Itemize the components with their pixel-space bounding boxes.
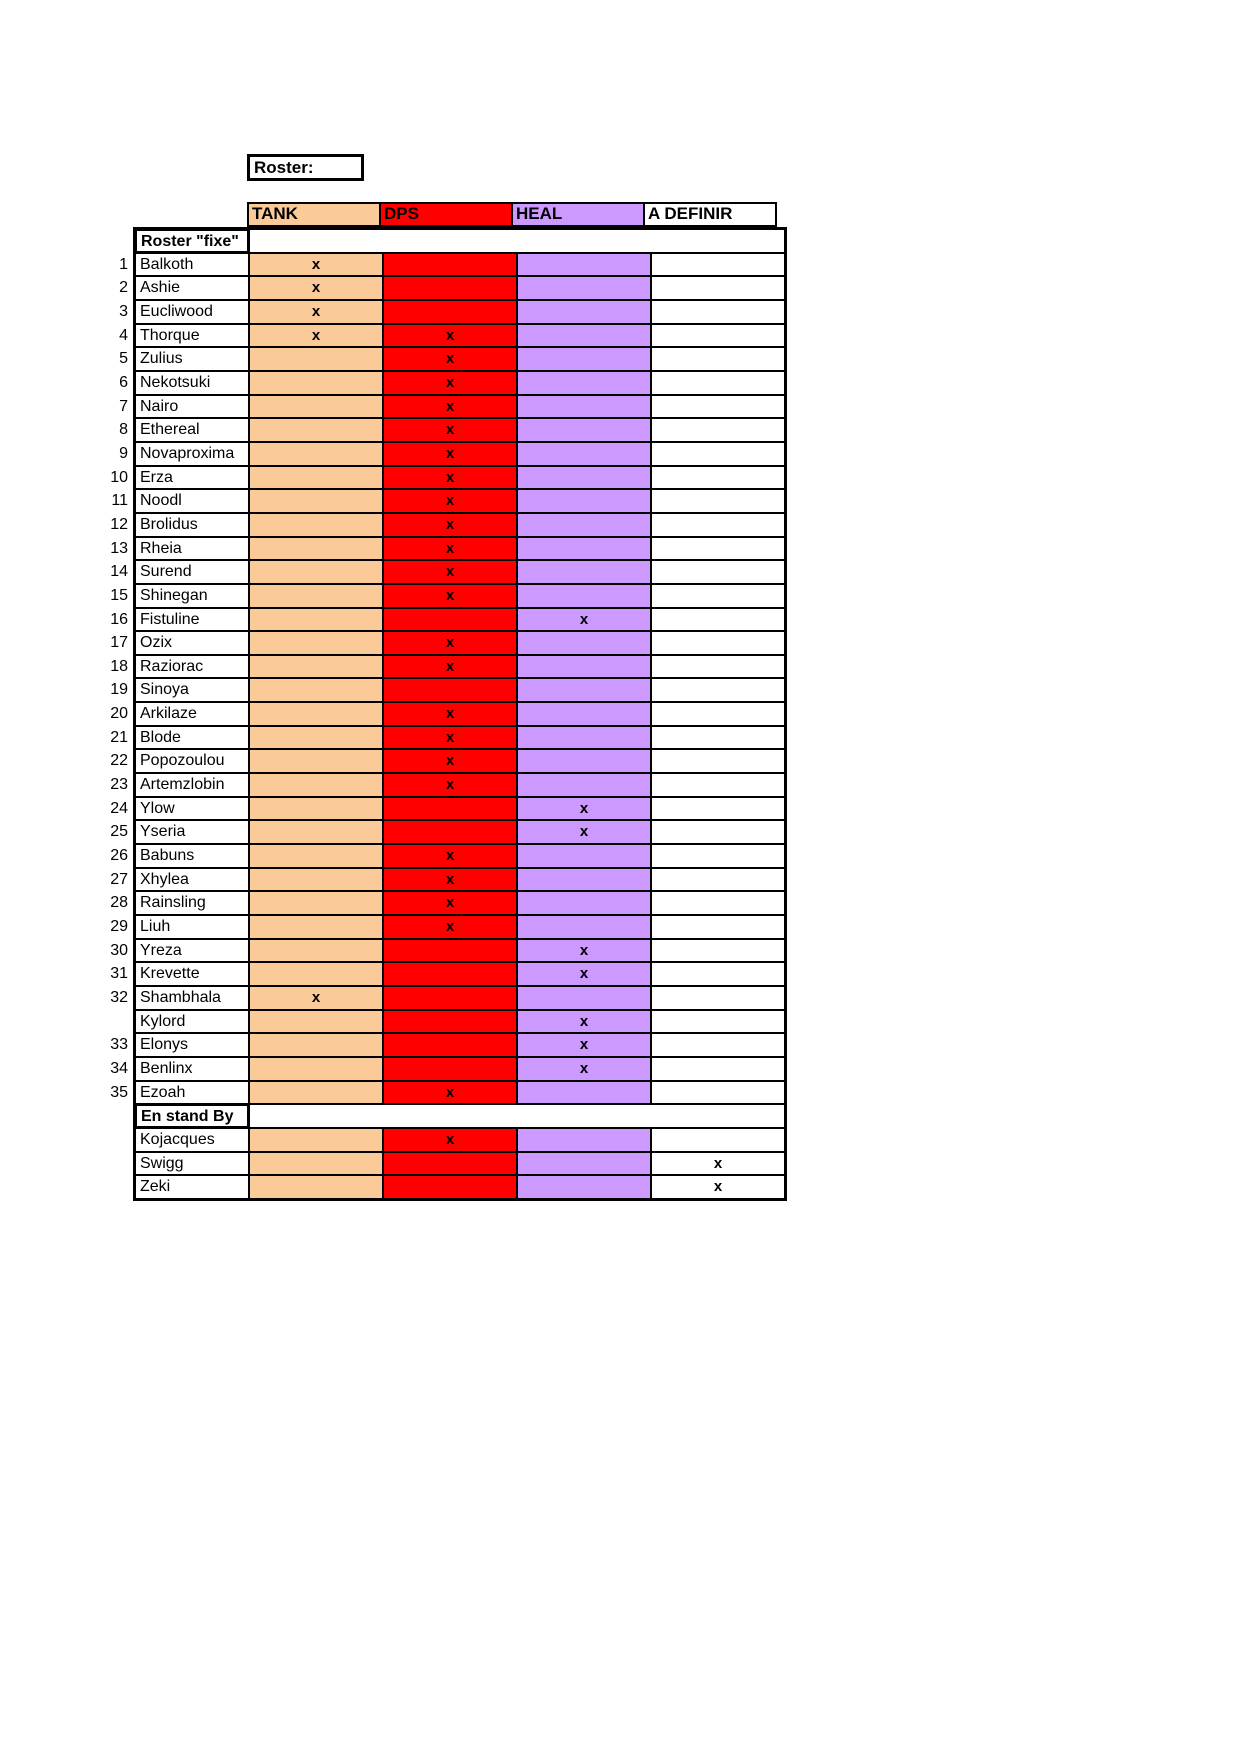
section-spacer-cell (249, 1104, 785, 1128)
role-cell-heal (517, 702, 651, 726)
row-number: 15 (110, 586, 128, 604)
player-name: Popozoulou (135, 749, 249, 773)
player-name: Kojacques (135, 1128, 249, 1152)
row-number: 11 (111, 492, 128, 510)
role-cell-heal (517, 1081, 651, 1105)
role-cell-heal (517, 915, 651, 939)
row-number (99, 1175, 133, 1199)
role-cell-heal (517, 489, 651, 513)
roster-row (135, 678, 785, 702)
role-cell-tank: x (249, 253, 383, 277)
roster-row (135, 1128, 785, 1152)
row-number: 22 (110, 752, 128, 770)
role-cell-heal (517, 371, 651, 395)
role-cell-dps: x (383, 891, 517, 915)
role-cell-tank (249, 537, 383, 561)
role-cell-a-definir (651, 584, 785, 608)
row-number: 5 (119, 350, 128, 368)
role-cell-heal (517, 891, 651, 915)
role-cell-tank (249, 678, 383, 702)
role-cell-tank (249, 584, 383, 608)
roster-row (135, 939, 785, 963)
role-cell-dps: x (383, 513, 517, 537)
role-cell-tank (249, 915, 383, 939)
row-number: 8 (119, 421, 128, 439)
role-cell-heal: x (517, 962, 651, 986)
role-cell-tank (249, 1175, 383, 1199)
role-cell-tank (249, 1010, 383, 1034)
player-name: Rheia (135, 537, 249, 561)
player-name: Novaproxima (135, 442, 249, 466)
row-number (99, 1010, 133, 1034)
player-name: Ashie (135, 276, 249, 300)
role-cell-a-definir (651, 395, 785, 419)
role-cell-heal (517, 513, 651, 537)
role-cell-dps (383, 1033, 517, 1057)
roster-row (135, 773, 785, 797)
role-cell-a-definir (651, 891, 785, 915)
role-cell-tank: x (249, 986, 383, 1010)
role-cell-heal (517, 324, 651, 348)
role-cell-tank (249, 1152, 383, 1176)
role-cell-a-definir (651, 1010, 785, 1034)
player-name: Arkilaze (135, 702, 249, 726)
player-name: Ylow (135, 797, 249, 821)
roster-row (135, 820, 785, 844)
role-cell-heal (517, 418, 651, 442)
role-cell-dps: x (383, 324, 517, 348)
player-name: Ethereal (135, 418, 249, 442)
row-number: 9 (119, 444, 128, 462)
role-cell-a-definir (651, 608, 785, 632)
role-cell-a-definir (651, 1081, 785, 1105)
column-header-row (247, 202, 777, 227)
role-cell-heal (517, 844, 651, 868)
player-name: Elonys (135, 1033, 249, 1057)
role-cell-dps (383, 1152, 517, 1176)
role-cell-dps: x (383, 1128, 517, 1152)
row-number: 34 (110, 1059, 128, 1077)
row-number: 13 (110, 539, 128, 557)
role-cell-a-definir (651, 631, 785, 655)
roster-row (135, 584, 785, 608)
roster-row (135, 868, 785, 892)
roster-row (135, 253, 785, 277)
player-name: Ezoah (135, 1081, 249, 1105)
roster-row (135, 1175, 785, 1199)
role-cell-tank (249, 868, 383, 892)
role-cell-heal: x (517, 797, 651, 821)
role-cell-dps (383, 608, 517, 632)
role-cell-a-definir (651, 749, 785, 773)
roster-row (135, 418, 785, 442)
row-number: 6 (119, 373, 128, 391)
role-cell-tank (249, 939, 383, 963)
roster-row (135, 466, 785, 490)
role-cell-tank (249, 1081, 383, 1105)
role-cell-tank (249, 773, 383, 797)
player-name: Babuns (135, 844, 249, 868)
role-cell-a-definir (651, 466, 785, 490)
role-cell-dps (383, 276, 517, 300)
role-cell-dps: x (383, 395, 517, 419)
player-name: Ozix (135, 631, 249, 655)
player-name: Swigg (135, 1152, 249, 1176)
roster-row (135, 915, 785, 939)
role-cell-dps: x (383, 371, 517, 395)
player-name: Benlinx (135, 1057, 249, 1081)
roster-row (135, 749, 785, 773)
role-cell-heal (517, 253, 651, 277)
row-number: 24 (110, 799, 128, 817)
role-cell-dps: x (383, 868, 517, 892)
role-cell-dps: x (383, 584, 517, 608)
roster-row (135, 726, 785, 750)
role-cell-heal (517, 655, 651, 679)
row-number: 10 (110, 468, 128, 486)
role-cell-dps: x (383, 347, 517, 371)
role-cell-a-definir (651, 678, 785, 702)
row-number: 35 (110, 1083, 128, 1101)
row-number: 2 (119, 279, 128, 297)
row-number: 25 (110, 823, 128, 841)
role-cell-tank (249, 608, 383, 632)
roster-row (135, 371, 785, 395)
column-header-tank: TANK (247, 202, 381, 227)
role-cell-dps (383, 820, 517, 844)
roster-row (135, 655, 785, 679)
roster-row (135, 844, 785, 868)
player-name: Kylord (135, 1010, 249, 1034)
row-number: 23 (110, 776, 128, 794)
roster-row (135, 442, 785, 466)
role-cell-heal (517, 300, 651, 324)
row-number: 29 (110, 918, 128, 936)
role-cell-a-definir (651, 300, 785, 324)
role-cell-dps: x (383, 418, 517, 442)
player-name: Yreza (135, 939, 249, 963)
row-number (99, 1128, 133, 1152)
role-cell-heal: x (517, 820, 651, 844)
section-label-en-stand-by: En stand By (135, 1104, 249, 1128)
role-cell-a-definir (651, 773, 785, 797)
role-cell-dps (383, 1175, 517, 1199)
row-number: 31 (110, 965, 128, 983)
row-number: 33 (110, 1036, 128, 1054)
role-cell-tank (249, 371, 383, 395)
role-cell-heal (517, 1128, 651, 1152)
roster-row (135, 537, 785, 561)
roster-row (135, 986, 785, 1010)
role-cell-tank (249, 1033, 383, 1057)
role-cell-a-definir: x (651, 1152, 785, 1176)
row-number-gutter (99, 227, 133, 1199)
player-name: Yseria (135, 820, 249, 844)
role-cell-a-definir (651, 726, 785, 750)
role-cell-a-definir (651, 418, 785, 442)
roster-title-label: Roster: (254, 158, 314, 177)
role-cell-dps: x (383, 915, 517, 939)
column-header-heal: HEAL (511, 202, 645, 227)
role-cell-tank: x (249, 324, 383, 348)
player-name: Sinoya (135, 678, 249, 702)
section-header-row (135, 1104, 785, 1128)
role-cell-tank: x (249, 300, 383, 324)
role-cell-dps (383, 797, 517, 821)
player-name: Liuh (135, 915, 249, 939)
role-cell-dps (383, 986, 517, 1010)
row-number: 32 (110, 989, 128, 1006)
roster-row (135, 324, 785, 348)
role-cell-heal (517, 631, 651, 655)
roster-row (135, 347, 785, 371)
row-number: 1 (119, 255, 128, 273)
role-cell-a-definir (651, 820, 785, 844)
roster-row (135, 276, 785, 300)
row-number: 4 (119, 326, 128, 344)
row-number: 7 (119, 397, 128, 415)
section-label-roster-fixe: Roster "fixe" (135, 229, 249, 253)
row-number: 27 (110, 870, 128, 888)
role-cell-dps: x (383, 489, 517, 513)
roster-row (135, 1057, 785, 1081)
section-header-row (135, 229, 785, 253)
row-number: 17 (110, 634, 128, 652)
role-cell-a-definir (651, 1033, 785, 1057)
role-cell-tank (249, 631, 383, 655)
roster-row (135, 1081, 785, 1105)
player-name: Brolidus (135, 513, 249, 537)
role-cell-heal (517, 395, 651, 419)
role-cell-heal: x (517, 608, 651, 632)
role-cell-dps: x (383, 726, 517, 750)
roster-row (135, 1033, 785, 1057)
column-header-a-definir: A DEFINIR (643, 202, 777, 227)
role-cell-tank (249, 655, 383, 679)
role-cell-heal (517, 726, 651, 750)
roster-row (135, 631, 785, 655)
role-cell-a-definir (651, 702, 785, 726)
role-cell-dps: x (383, 844, 517, 868)
role-cell-dps: x (383, 560, 517, 584)
row-number: 21 (110, 728, 128, 746)
column-header-dps: DPS (379, 202, 513, 227)
role-cell-dps (383, 300, 517, 324)
player-name: Xhylea (135, 868, 249, 892)
role-cell-heal (517, 1175, 651, 1199)
player-name: Thorque (135, 324, 249, 348)
player-name: Eucliwood (135, 300, 249, 324)
player-name: Surend (135, 560, 249, 584)
row-number: 20 (110, 705, 128, 723)
roster-row (135, 797, 785, 821)
role-cell-dps: x (383, 466, 517, 490)
role-cell-a-definir (651, 1128, 785, 1152)
player-name: Balkoth (135, 253, 249, 277)
row-number (99, 1104, 133, 1128)
role-cell-a-definir (651, 986, 785, 1010)
role-cell-tank (249, 560, 383, 584)
player-name: Zulius (135, 347, 249, 371)
role-cell-dps: x (383, 631, 517, 655)
role-cell-dps (383, 1057, 517, 1081)
section-spacer-cell (249, 229, 785, 253)
role-cell-tank (249, 820, 383, 844)
player-name: Raziorac (135, 655, 249, 679)
role-cell-tank (249, 489, 383, 513)
role-cell-dps (383, 939, 517, 963)
role-cell-tank (249, 442, 383, 466)
player-name: Zeki (135, 1175, 249, 1199)
row-number: 19 (110, 681, 128, 699)
role-cell-dps (383, 1010, 517, 1034)
role-cell-a-definir (651, 844, 785, 868)
role-cell-a-definir (651, 655, 785, 679)
role-cell-a-definir (651, 253, 785, 277)
role-cell-dps: x (383, 1081, 517, 1105)
role-cell-dps: x (383, 749, 517, 773)
role-cell-heal (517, 537, 651, 561)
player-name: Artemzlobin (135, 773, 249, 797)
roster-row (135, 1152, 785, 1176)
role-cell-heal: x (517, 1010, 651, 1034)
roster-row (135, 702, 785, 726)
role-cell-heal: x (517, 939, 651, 963)
player-name: Rainsling (135, 891, 249, 915)
role-cell-heal (517, 986, 651, 1010)
row-number: 16 (110, 610, 128, 628)
role-cell-heal: x (517, 1057, 651, 1081)
role-cell-heal (517, 276, 651, 300)
player-name: Shambhala (135, 986, 249, 1010)
row-number: 28 (110, 894, 128, 912)
roster-grid (133, 227, 787, 1201)
role-cell-tank (249, 797, 383, 821)
roster-row (135, 891, 785, 915)
roster-row (135, 489, 785, 513)
role-cell-a-definir (651, 1057, 785, 1081)
row-number: 3 (119, 302, 128, 320)
role-cell-tank (249, 726, 383, 750)
roster-row (135, 395, 785, 419)
role-cell-heal (517, 466, 651, 490)
roster-row (135, 560, 785, 584)
role-cell-heal (517, 347, 651, 371)
role-cell-heal (517, 560, 651, 584)
role-cell-tank (249, 1128, 383, 1152)
role-cell-tank (249, 418, 383, 442)
roster-row (135, 1010, 785, 1034)
role-cell-a-definir (651, 489, 785, 513)
role-cell-a-definir (651, 915, 785, 939)
role-cell-dps (383, 962, 517, 986)
role-cell-dps: x (383, 442, 517, 466)
role-cell-dps: x (383, 537, 517, 561)
roster-table (99, 227, 787, 1201)
role-cell-heal (517, 442, 651, 466)
role-cell-dps (383, 253, 517, 277)
roster-row (135, 608, 785, 632)
row-number (99, 229, 133, 253)
role-cell-tank (249, 749, 383, 773)
role-cell-a-definir (651, 513, 785, 537)
row-number (99, 1152, 133, 1176)
player-name: Erza (135, 466, 249, 490)
row-number: 18 (110, 657, 128, 675)
role-cell-tank (249, 962, 383, 986)
player-name: Noodl (135, 489, 249, 513)
role-cell-tank (249, 1057, 383, 1081)
role-cell-heal (517, 584, 651, 608)
role-cell-tank (249, 702, 383, 726)
role-cell-a-definir (651, 560, 785, 584)
roster-row (135, 513, 785, 537)
role-cell-a-definir (651, 371, 785, 395)
role-cell-a-definir: x (651, 1175, 785, 1199)
row-number: 26 (110, 847, 128, 865)
role-cell-a-definir (651, 797, 785, 821)
role-cell-a-definir (651, 868, 785, 892)
player-name: Shinegan (135, 584, 249, 608)
player-name: Nairo (135, 395, 249, 419)
player-name: Blode (135, 726, 249, 750)
role-cell-tank (249, 347, 383, 371)
player-name: Fistuline (135, 608, 249, 632)
role-cell-tank (249, 395, 383, 419)
player-name: Krevette (135, 962, 249, 986)
role-cell-heal (517, 749, 651, 773)
row-number: 30 (110, 941, 128, 959)
role-cell-a-definir (651, 442, 785, 466)
roster-title-box (247, 154, 364, 181)
role-cell-heal (517, 868, 651, 892)
player-name: Nekotsuki (135, 371, 249, 395)
role-cell-heal: x (517, 1033, 651, 1057)
roster-row (135, 300, 785, 324)
row-number: 14 (110, 563, 128, 581)
role-cell-a-definir (651, 962, 785, 986)
role-cell-dps: x (383, 655, 517, 679)
role-cell-a-definir (651, 939, 785, 963)
role-cell-a-definir (651, 537, 785, 561)
role-cell-tank (249, 844, 383, 868)
role-cell-a-definir (651, 324, 785, 348)
role-cell-heal (517, 1152, 651, 1176)
role-cell-heal (517, 678, 651, 702)
role-cell-tank: x (249, 276, 383, 300)
role-cell-tank (249, 513, 383, 537)
roster-row (135, 962, 785, 986)
role-cell-dps: x (383, 702, 517, 726)
role-cell-a-definir (651, 347, 785, 371)
row-number: 12 (110, 515, 128, 533)
role-cell-a-definir (651, 276, 785, 300)
role-cell-dps: x (383, 773, 517, 797)
role-cell-heal (517, 773, 651, 797)
role-cell-tank (249, 891, 383, 915)
role-cell-tank (249, 466, 383, 490)
role-cell-dps (383, 678, 517, 702)
